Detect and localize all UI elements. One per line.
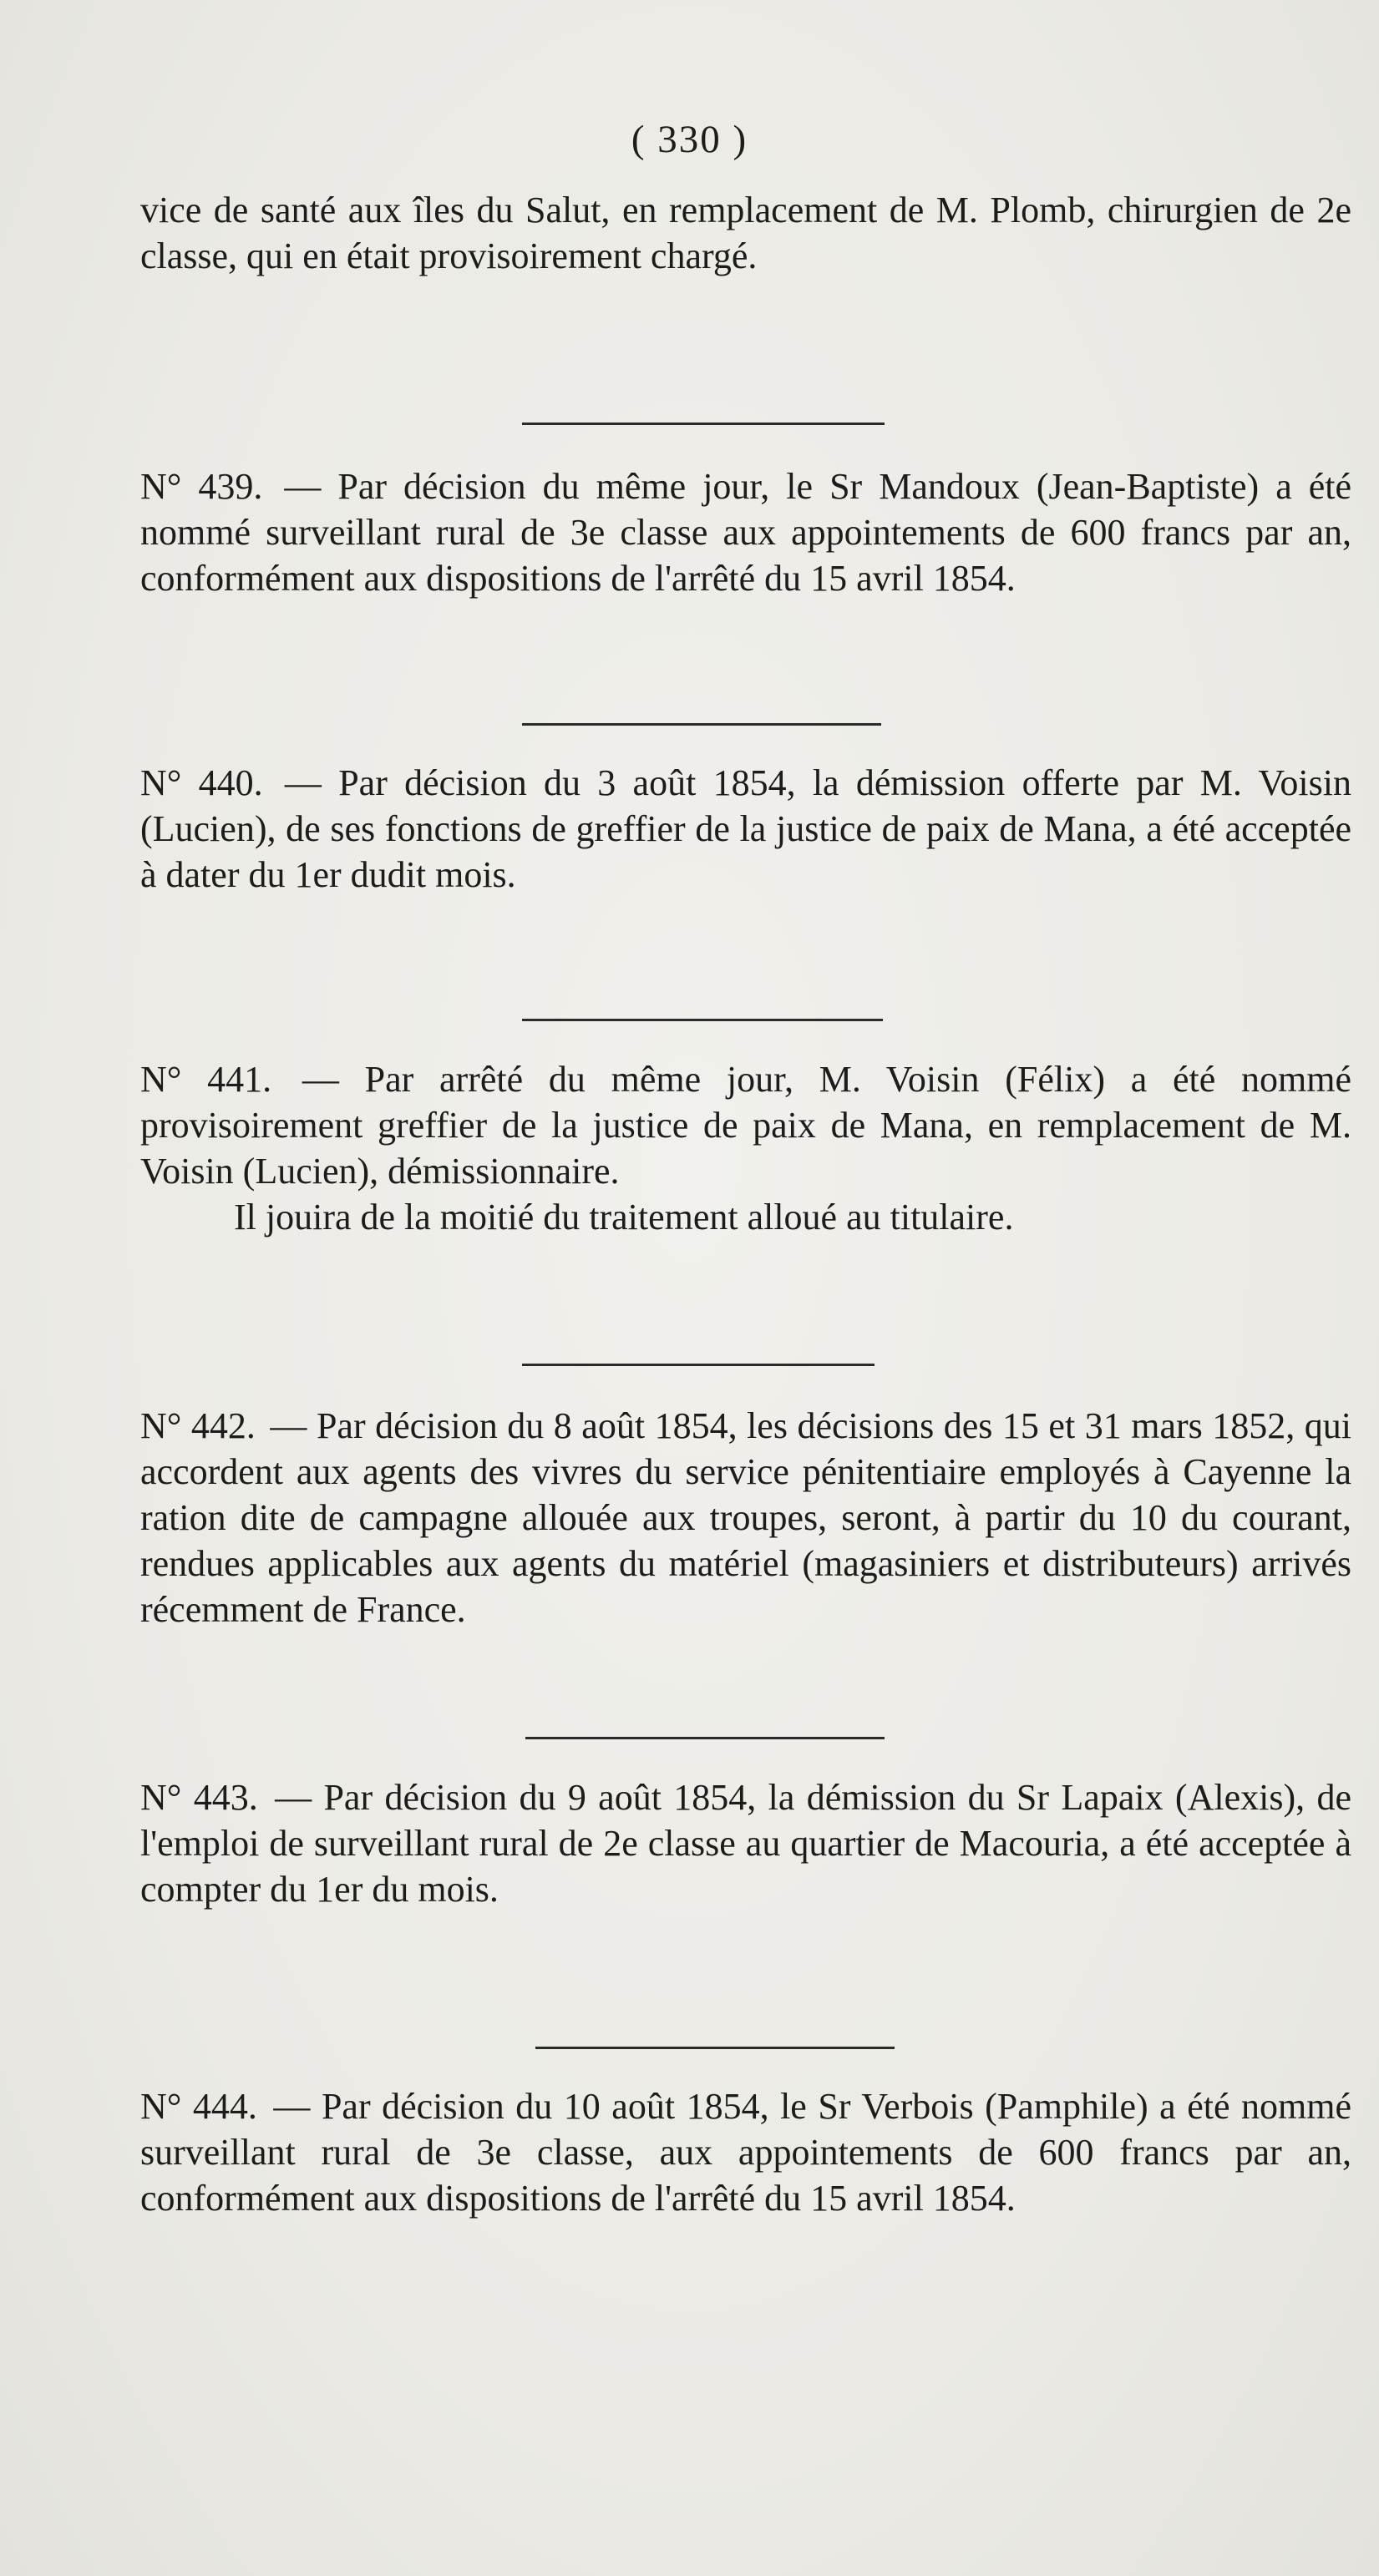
entry-paragraph	[140, 2083, 1351, 2221]
entry-439	[140, 463, 1351, 601]
entry-number: N° 444.	[140, 2086, 257, 2127]
entry-text: — Par arrêté du même jour, M. Voisin (Félix) a été nommé provisoirement greffier de la justice de paix de Mana, en remplacement de M. Voisin (Lucien), démissionnaire.	[140, 1059, 1352, 1192]
entry-number: N° 442.	[140, 1405, 256, 1446]
entry-paragraph	[140, 1056, 1351, 1194]
entry-440	[140, 760, 1351, 898]
entry-443	[140, 1774, 1351, 1912]
separator-rule	[522, 423, 885, 425]
entry-second-paragraph: Il jouira de la moitié du traitement alloué au titulaire.	[234, 1197, 1014, 1237]
entry-number: N° 440.	[140, 762, 263, 803]
entry-number: N° 443.	[140, 1777, 258, 1818]
entry-paragraph	[140, 463, 1351, 601]
entry-441	[140, 1056, 1351, 1240]
entry-number: N° 441.	[140, 1059, 272, 1100]
entry-number: N° 439.	[140, 466, 263, 507]
entry-paragraph	[140, 1403, 1351, 1632]
separator-rule	[535, 2047, 895, 2049]
entry-continuation	[140, 187, 1351, 279]
entry-444	[140, 2083, 1351, 2221]
separator-rule	[522, 1364, 875, 1366]
entry-text: — Par décision du même jour, le Sr Mandoux (Jean-Baptiste) a été nommé surveillant rural de 3e classe aux appointements de 600 francs par an, conformément aux dispositions de l'arrêté du 15 avril 1854.	[140, 466, 1352, 599]
entry-text: — Par décision du 3 août 1854, la démission offerte par M. Voisin (Lucien), de ses fonctions de greffier de la justice de paix de Mana, a été acceptée à dater du 1er dudit mois.	[140, 762, 1352, 895]
separator-rule	[522, 1019, 883, 1021]
page-number: ( 330 )	[631, 118, 748, 161]
entry-text: vice de santé aux îles du Salut, en remplacement de M. Plomb, chirurgien de 2e classe, qui en était provisoirement chargé.	[140, 190, 1351, 276]
entry-paragraph	[140, 760, 1351, 898]
entry-text: — Par décision du 9 août 1854, la démission du Sr Lapaix (Alexis), de l'emploi de surveillant rural de 2e classe au quartier de Macouria, a été acceptée à compter du 1er du mois.	[140, 1777, 1351, 1910]
entry-text: — Par décision du 10 août 1854, le Sr Verbois (Pamphile) a été nommé surveillant rural de 3e classe, aux appointements de 600 francs par an, conformément aux dispositions de l'arrêté du 15 avril 1854.	[140, 2086, 1351, 2219]
entry-442	[140, 1403, 1351, 1632]
separator-rule	[525, 1737, 885, 1739]
entry-paragraph	[140, 1774, 1351, 1912]
separator-rule	[522, 723, 881, 726]
entry-text: — Par décision du 8 août 1854, les décisions des 15 et 31 mars 1852, qui accordent aux agents des vivres du service pénitentiaire employés à Cayenne la ration dite de campagne allouée aux troupes, seront, à partir du 10 du courant, rendues applicables aux agents du matériel (magasiniers et distributeurs) arrivés récemment de France.	[140, 1405, 1352, 1630]
